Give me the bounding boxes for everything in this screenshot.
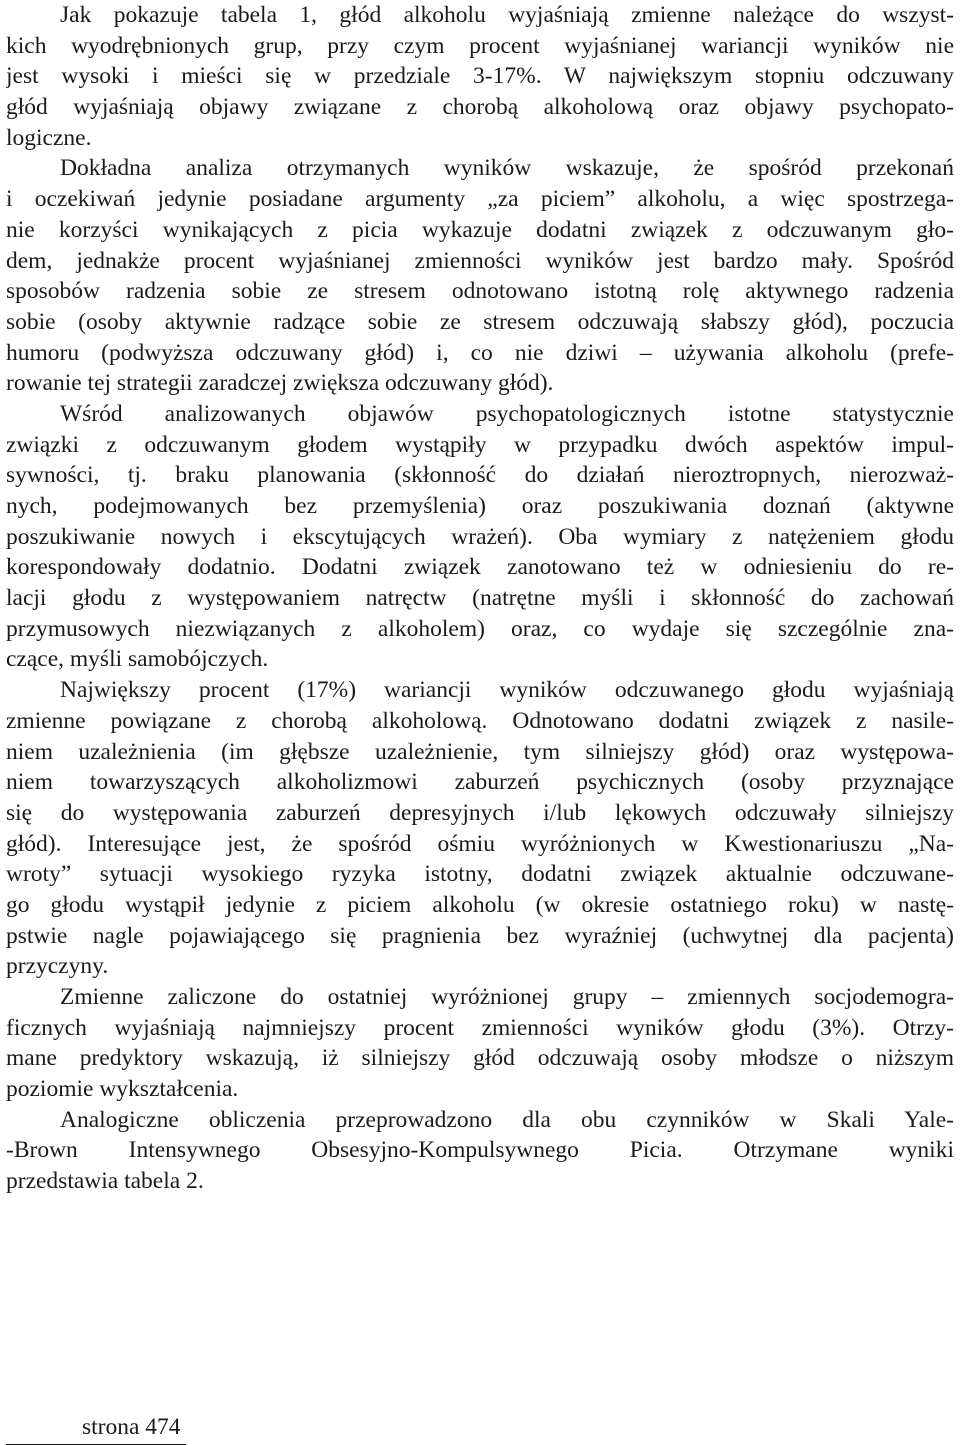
text-line: rowanie tej strategii zaradczej zwiększa odczuwany głód). xyxy=(6,370,554,397)
text-line: jest wysoki i mieści się w przedziale 3-17%. W największym stopniu odczuwany xyxy=(6,63,954,90)
text-line: kich wyodrębnionych grup, przy czym procent wyjaśnianej wariancji wyników nie xyxy=(6,32,954,59)
text-line: lacji głodu z występowaniem natręctw (natrętne myśli i skłonność do zachowań xyxy=(6,585,954,612)
text-line: logiczne. xyxy=(6,124,92,151)
text-line: -Brown Intensywnego Obsesyjno-Kompulsywnego Picia. Otrzymane wyniki xyxy=(6,1137,954,1164)
text-line: czące, myśli samobójczych. xyxy=(6,646,269,673)
text-line: nych, podejmowanych bez przemyślenia) oraz poszukiwania doznań (aktywne xyxy=(6,493,954,519)
text-line: Jak pokazuje tabela 1, głód alkoholu wyjaśniają zmienne należące do wszyst- xyxy=(60,2,954,28)
text-line: sobie (osoby aktywnie radzące sobie ze stresem odczuwają słabszy głód), poczucia xyxy=(6,308,954,335)
text-line: i oczekiwań jedynie posiadane argumenty „za piciem” alkoholu, a więc spostrzega- xyxy=(6,186,954,213)
text-line: niem uzależnienia (im głębsze uzależnienie, tym silniejszy głód) oraz występowa- xyxy=(6,738,954,765)
text-line: dem, jednakże procent wyjaśnianej zmienności wyników jest bardzo mały. Spośród xyxy=(6,247,954,274)
text-line: związki z odczuwanym głodem wystąpiły w przypadku dwóch aspektów impul- xyxy=(6,431,954,458)
text-line: głód). Interesujące jest, że spośród ośmiu wyróżnionych w Kwestionariuszu „Na- xyxy=(6,830,954,857)
text-line: Analogiczne obliczenia przeprowadzono dla obu czynników w Skali Yale- xyxy=(60,1106,954,1133)
text-line: pstwie nagle pojawiającego się pragnienia bez wyraźniej (uchwytnej dla pacjenta) xyxy=(6,922,954,949)
text-line: się do występowania zaburzeń depresyjnych i/lub lękowych odczuwały silniejszy xyxy=(6,799,954,826)
text-line: Wśród analizowanych objawów psychopatologicznych istotne statystycznie xyxy=(60,400,954,427)
text-line: poziomie wykształcenia. xyxy=(6,1076,239,1103)
text-line: przedstawia tabela 2. xyxy=(6,1168,204,1195)
document-body xyxy=(6,0,954,1197)
page-number: strona 474 xyxy=(82,1414,181,1440)
page-footer xyxy=(6,1412,186,1445)
text-line: Największy procent (17%) wariancji wyników odczuwanego głodu wyjaśniają xyxy=(60,677,954,704)
text-line: sposobów radzenia sobie ze stresem odnotowano istotną rolę aktywnego radzenia xyxy=(6,278,954,305)
text-line: wroty” sytuacji wysokiego ryzyka istotny, dodatni związek aktualnie odczuwane- xyxy=(6,861,954,888)
text-line: ficznych wyjaśniają najmniejszy procent zmienności wyników głodu (3%). Otrzy- xyxy=(6,1014,954,1041)
text-line: Zmienne zaliczone do ostatniej wyróżnionej grupy – zmiennych socjodemogra- xyxy=(60,984,954,1010)
text-line: zmienne powiązane z chorobą alkoholową. Odnotowano dodatni związek z nasile- xyxy=(6,707,954,734)
text-line: nie korzyści wynikających z picia wykazuje dodatni związek z odczuwanym gło- xyxy=(6,216,954,243)
text-line: mane predyktory wskazują, iż silniejszy głód odczuwają osoby młodsze o niższym xyxy=(6,1045,954,1072)
text-line: Dokładna analiza otrzymanych wyników wskazuje, że spośród przekonań xyxy=(60,155,954,182)
text-line: przyczyny. xyxy=(6,953,109,980)
text-line: humoru (podwyższa odczuwany głód) i, co nie dziwi – używania alkoholu (prefe- xyxy=(6,339,954,366)
text-line: przymusowych niezwiązanych z alkoholem) oraz, co wydaje się szczególnie zna- xyxy=(6,615,954,642)
text-line: sywności, tj. braku planowania (skłonność do działań nieroztropnych, nierozważ- xyxy=(6,462,954,489)
text-line: go głodu wystąpił jedynie z piciem alkoholu (w okresie ostatniego roku) w nastę- xyxy=(6,891,954,918)
text-line: korespondowały dodatnio. Dodatni związek zanotowano też w odniesieniu do re- xyxy=(6,554,954,581)
text-line: niem towarzyszących alkoholizmowi zaburzeń psychicznych (osoby przyznające xyxy=(6,769,954,796)
text-line: poszukiwanie nowych i ekscytujących wrażeń). Oba wymiary z natężeniem głodu xyxy=(6,523,954,550)
text-line: głód wyjaśniają objawy związane z chorobą alkoholową oraz objawy psychopato- xyxy=(6,94,954,121)
